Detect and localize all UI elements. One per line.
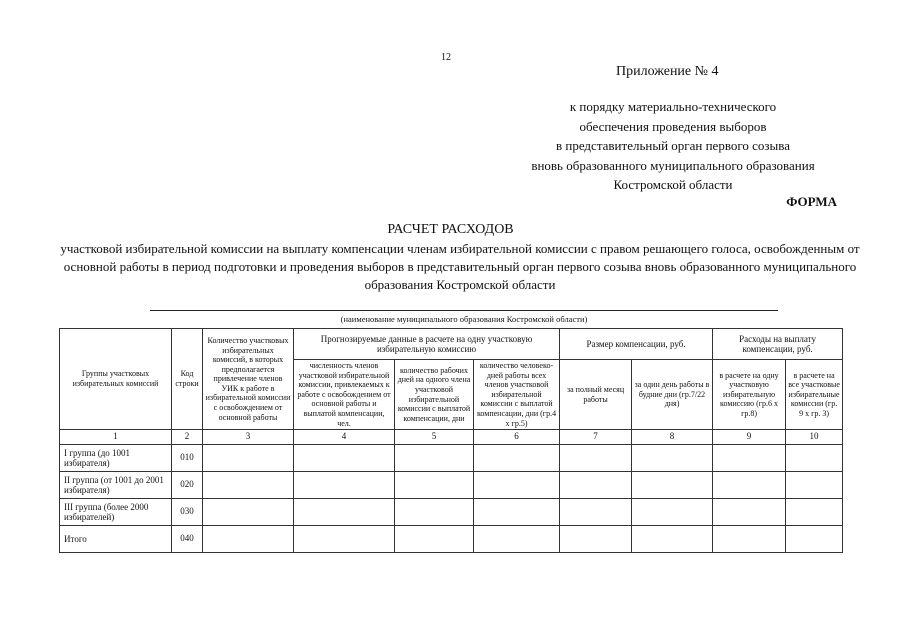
row-group-label: Итого [60,526,172,553]
input-cell[interactable] [294,445,395,472]
document-title: РАСЧЕТ РАСХОДОВ [387,222,514,237]
input-cell[interactable] [474,445,560,472]
basis-line: вновь образованного муниципального образования [531,157,815,173]
form-label: ФОРМА [786,194,837,209]
input-cell[interactable] [203,445,294,472]
input-cell[interactable] [474,499,560,526]
appendix-basis [495,97,851,195]
input-cell[interactable] [474,472,560,499]
header-all-commissions: в расчете на все участковые избирательные комиссии (гр. 9 х гр. 3) [786,360,843,430]
column-number: 2 [172,430,203,445]
input-cell[interactable] [560,472,632,499]
column-number-row [60,430,843,445]
input-cell[interactable] [203,526,294,553]
appendix-title: Приложение № 4 [616,64,719,79]
row-code: 010 [172,445,203,472]
header-expenses-group: Расходы на выплату компенсации, руб. [713,329,843,360]
input-cell[interactable] [632,526,713,553]
row-code: 030 [172,499,203,526]
input-cell[interactable] [786,472,843,499]
input-cell[interactable] [560,499,632,526]
column-number: 1 [60,430,172,445]
input-cell[interactable] [786,445,843,472]
header-person-days: количество человеко-дней работы всех членов участковой избирательной комиссии с выплатой компенсации, дни (гр.4 х гр.5) [474,360,560,430]
municipality-name-line[interactable] [150,310,778,311]
row-group-label: II группа (от 1001 до 2001 избирателя) [60,472,172,499]
column-number: 3 [203,430,294,445]
table-row-total [60,526,843,553]
input-cell[interactable] [632,499,713,526]
header-commission-count: Количество участковых избирательных комиссий, в которых предполагается привлечение членов УИК к работе в избирательной комиссии с освобождением от основной работы [203,329,294,430]
input-cell[interactable] [203,472,294,499]
input-cell[interactable] [203,499,294,526]
table-row [60,445,843,472]
input-cell[interactable] [294,526,395,553]
input-cell[interactable] [713,472,786,499]
input-cell[interactable] [474,526,560,553]
expenses-table [59,328,843,553]
header-days: количество рабочих дней на одного члена участковой избирательной комиссии с выплатой компенсации, дни [395,360,474,430]
row-group-label: III группа (более 2000 избирателей) [60,499,172,526]
input-cell[interactable] [395,445,474,472]
header-per-commission: в расчете на одну участковую избирательную комиссию (гр.6 х гр.8) [713,360,786,430]
input-cell[interactable] [713,499,786,526]
header-groups: Группы участковых избирательных комиссий [60,329,172,430]
input-cell[interactable] [294,499,395,526]
input-cell[interactable] [632,445,713,472]
input-cell[interactable] [294,472,395,499]
header-members: численность членов участковой избирательной комиссии, привлекаемых к работе с освобождением от основной работы и выплатой компенсации, чел. [294,360,395,430]
header-per-day: за один день работы в будние дни (гр.7/22 дня) [632,360,713,430]
basis-line: обеспечения проведения выборов [579,118,767,134]
column-number: 9 [713,430,786,445]
input-cell[interactable] [713,526,786,553]
input-cell[interactable] [560,526,632,553]
column-number: 10 [786,430,843,445]
column-number: 5 [395,430,474,445]
input-cell[interactable] [713,445,786,472]
column-number: 8 [632,430,713,445]
input-cell[interactable] [395,499,474,526]
input-cell[interactable] [786,499,843,526]
row-code: 040 [172,526,203,553]
table-row [60,472,843,499]
input-cell[interactable] [395,472,474,499]
document-subtitle: участковой избирательной комиссии на выплату компенсации членам избирательной комиссии с правом решающего голоса, освобожденным от основной работы в период подготовки и проведения выборов в представительный орган первого созыва вновь образованного муниципального образования Костромской области [60,241,860,292]
header-full-month: за полный месяц работы [560,360,632,430]
row-group-label: I группа (до 1001 избирателя) [60,445,172,472]
basis-line: Костромской области [613,177,733,192]
header-compensation-group: Размер компенсации, руб. [560,329,713,360]
municipality-caption: (наименование муниципального образования Костромской области) [340,314,588,324]
table-row [60,499,843,526]
page-number: 12 [441,52,451,63]
column-number: 6 [474,430,560,445]
input-cell[interactable] [786,526,843,553]
column-number: 7 [560,430,632,445]
input-cell[interactable] [395,526,474,553]
input-cell[interactable] [560,445,632,472]
basis-line: к порядку материально-технического [569,99,777,114]
column-number: 4 [294,430,395,445]
input-cell[interactable] [632,472,713,499]
header-forecast-group: Прогнозируемые данные в расчете на одну участковую избирательную комиссию [294,329,560,360]
row-code: 020 [172,472,203,499]
basis-line: в представительный орган первого созыва [555,138,791,153]
header-code: Код строки [172,329,203,430]
